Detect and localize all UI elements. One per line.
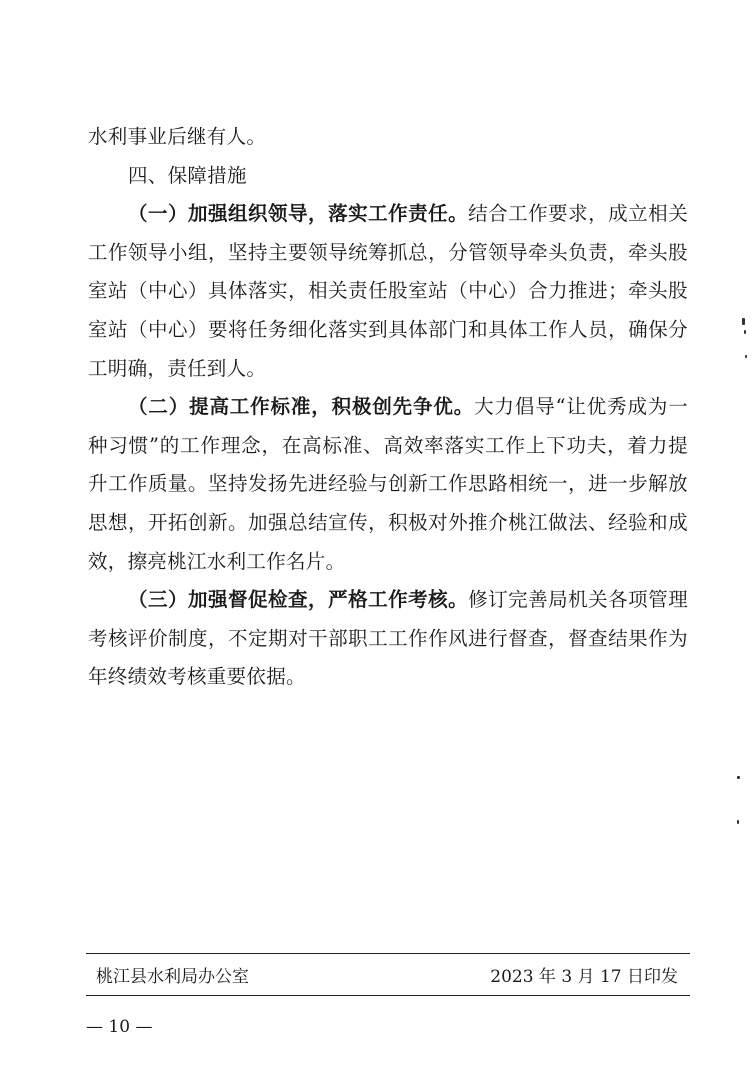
measure-item-2-lead: （二）提高工作标准，积极创先争优。: [128, 395, 475, 419]
footer-top-rule: [86, 953, 690, 954]
body-text: [88, 118, 688, 697]
footer-bottom-rule: [86, 995, 690, 996]
scan-speck: [742, 318, 745, 325]
measure-item-1: [88, 195, 688, 388]
measure-item-1-lead: （一）加强组织领导，落实工作责任。: [128, 202, 469, 226]
measure-item-3-lead: （三）加强督促检查，严格工作考核。: [128, 588, 469, 612]
scan-speck: [745, 355, 747, 358]
measure-item-2-text: 大力倡导“让优秀成为一种习惯”的工作理念，在高标准、高效率落实工作上下功夫，着力提升工作质量。坚持发扬先进经验与创新工作思路相统一，进一步解放思想，开拓创新。加强总结宣传，积极对外推介桃江做法、经验和成效，擦亮桃江水利工作名片。: [88, 395, 688, 573]
page-number: — 10 —: [86, 1017, 153, 1037]
scan-speck: [737, 820, 739, 824]
footer-issuer: 桃江县水利局办公室: [96, 967, 249, 987]
footer-issue-date: 2023 年 3 月 17 日印发: [490, 967, 678, 987]
measure-item-2: [88, 388, 688, 581]
measure-item-1-text: 结合工作要求，成立相关工作领导小组，坚持主要领导统筹抓总，分管领导牵头负责，牵头股室站（中心）具体落实，相关责任股室站（中心）合力推进；牵头股室站（中心）要将任务细化落实到具体部门和具体工作人员，确保分工明确，责任到人。: [88, 202, 688, 380]
section-heading: 四、保障措施: [128, 163, 247, 187]
paragraph-continuation: 水利事业后继有人。: [88, 125, 267, 148]
measure-item-3: [88, 581, 688, 697]
scan-speck: [737, 776, 740, 779]
measure-item-3-text: 修订完善局机关各项管理考核评价制度，不定期对干部职工工作作风进行督查，督查结果作为年终绩效考核重要依据。: [88, 588, 688, 689]
scan-speck: [744, 330, 746, 334]
